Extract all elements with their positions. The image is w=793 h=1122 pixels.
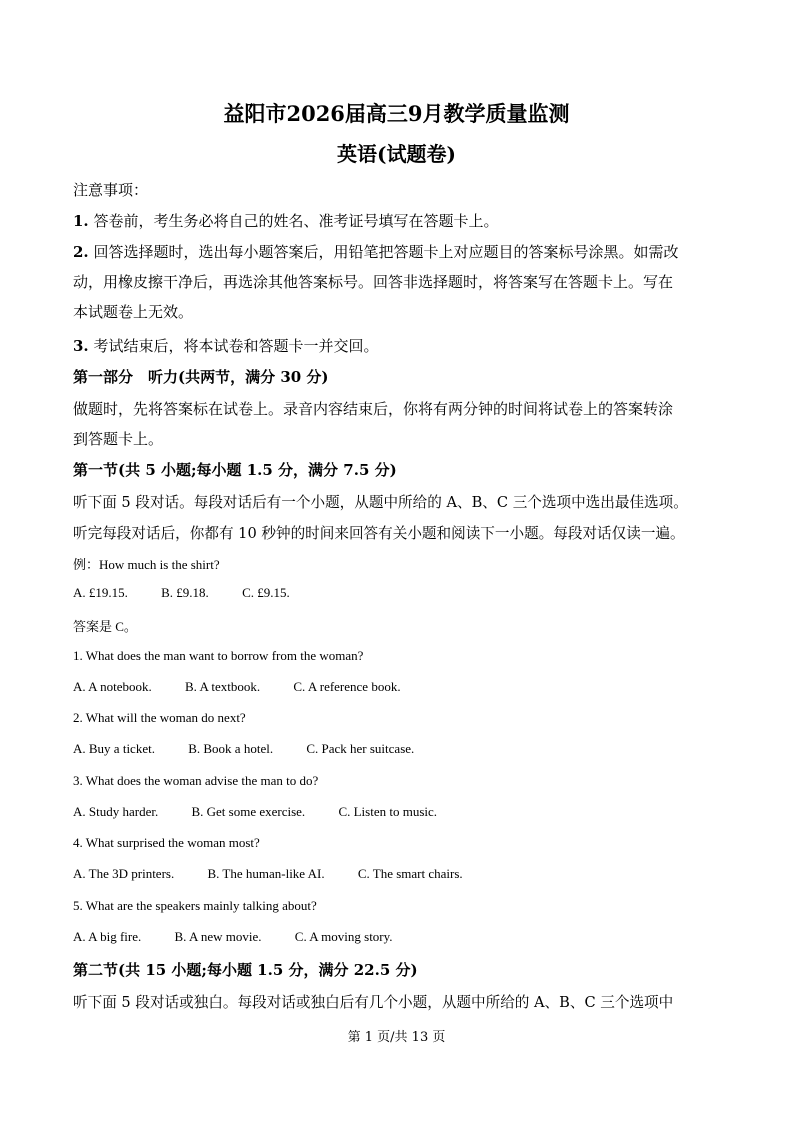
question-3-option-c: C. Listen to music. xyxy=(338,804,438,819)
question-2-option-a: A. Buy a ticket. xyxy=(73,741,155,756)
notice-item-3-text: 考试结束后，将本试卷和答题卡一并交回。 xyxy=(93,337,379,355)
question-1-option-a: A. A notebook. xyxy=(73,679,152,694)
example-option-b: B. £9.18. xyxy=(161,585,209,600)
part1-heading: 第一部分 听力(共两节，满分 30 分) xyxy=(73,368,329,386)
section1-heading: 第一节(共 5 小题;每小题 1.5 分，满分 7.5 分) xyxy=(73,461,397,479)
question-4-option-c: C. The smart chairs. xyxy=(357,866,463,881)
notice-item-1 xyxy=(73,210,498,231)
question-5-options xyxy=(73,929,393,945)
notice-item-1-text: 答卷前，考生务必将自己的姓名、准考证号填写在答题卡上。 xyxy=(93,212,499,230)
example-answer: 答案是 C。 xyxy=(73,619,137,634)
section1-instruction-line-1: 听下面 5 段对话。每段对话后有一个小题，从题中所给的 A、B、C 三个选项中选出最佳选项。 xyxy=(73,494,688,511)
question-4-option-b: B. The human-like AI. xyxy=(207,866,325,881)
question-5: 5. What are the speakers mainly talking about? xyxy=(73,898,317,913)
page-footer: 第 1 页/共 13 页 xyxy=(347,1030,446,1045)
question-1: 1. What does the man want to borrow from the woman? xyxy=(73,648,364,663)
notice-item-2-num: 2. xyxy=(73,243,89,261)
question-3-options xyxy=(73,804,437,820)
notice-item-2-line-1 xyxy=(73,241,678,262)
question-4: 4. What surprised the woman most? xyxy=(73,835,260,850)
notice-item-2-line-3: 本试题卷上无效。 xyxy=(73,303,194,321)
question-5-option-c: C. A moving story. xyxy=(294,929,393,944)
page-title: 益阳市2026届高三9月教学质量监测 xyxy=(223,101,570,126)
part1-intro-line-2: 到答题卡上。 xyxy=(73,430,164,448)
notice-item-3-num: 3. xyxy=(73,337,89,355)
example-options xyxy=(73,585,290,601)
section2-instruction-line-1: 听下面 5 段对话或独白。每段对话或独白后有几个小题，从题中所给的 A、B、C 三个选项中 xyxy=(73,994,674,1011)
question-1-options xyxy=(73,679,401,695)
question-3-option-b: B. Get some exercise. xyxy=(191,804,306,819)
question-2-option-b: B. Book a hotel. xyxy=(188,741,274,756)
example-question: 例：How much is the shirt? xyxy=(73,557,220,572)
question-2-option-c: C. Pack her suitcase. xyxy=(306,741,415,756)
question-2-options xyxy=(73,741,414,757)
page-subtitle: 英语(试题卷) xyxy=(337,142,456,166)
example-option-a: A. £19.15. xyxy=(73,585,128,600)
question-4-options xyxy=(73,866,463,882)
question-3-option-a: A. Study harder. xyxy=(73,804,159,819)
notice-item-2-line-2: 动，用橡皮擦干净后，再选涂其他答案标号。回答非选择题时，将答案写在答题卡上。写在 xyxy=(73,273,674,291)
notice-item-2-text-1: 回答选择题时，选出每小题答案后，用铅笔把答题卡上对应题目的答案标号涂黑。如需改 xyxy=(93,243,679,261)
part1-intro-line-1: 做题时，先将答案标在试卷上。录音内容结束后，你将有两分钟的时间将试卷上的答案转涂 xyxy=(73,400,674,418)
notice-item-3 xyxy=(73,335,378,356)
question-5-option-b: B. A new movie. xyxy=(174,929,262,944)
question-5-option-a: A. A big fire. xyxy=(73,929,142,944)
notice-item-1-num: 1. xyxy=(73,212,89,230)
question-1-option-b: B. A textbook. xyxy=(184,679,261,694)
example-option-c: C. £9.15. xyxy=(242,585,290,600)
question-3: 3. What does the woman advise the man to do? xyxy=(73,773,319,788)
question-4-option-a: A. The 3D printers. xyxy=(73,866,175,881)
section1-instruction-line-2: 听完每段对话后，你都有 10 秒钟的时间来回答有关小题和阅读下一小题。每段对话仅读一遍。 xyxy=(73,525,685,542)
notice-heading: 注意事项： xyxy=(73,181,149,199)
question-2: 2. What will the woman do next? xyxy=(73,710,246,725)
section2-heading: 第二节(共 15 小题;每小题 1.5 分，满分 22.5 分) xyxy=(73,961,418,979)
question-1-option-c: C. A reference book. xyxy=(293,679,401,694)
